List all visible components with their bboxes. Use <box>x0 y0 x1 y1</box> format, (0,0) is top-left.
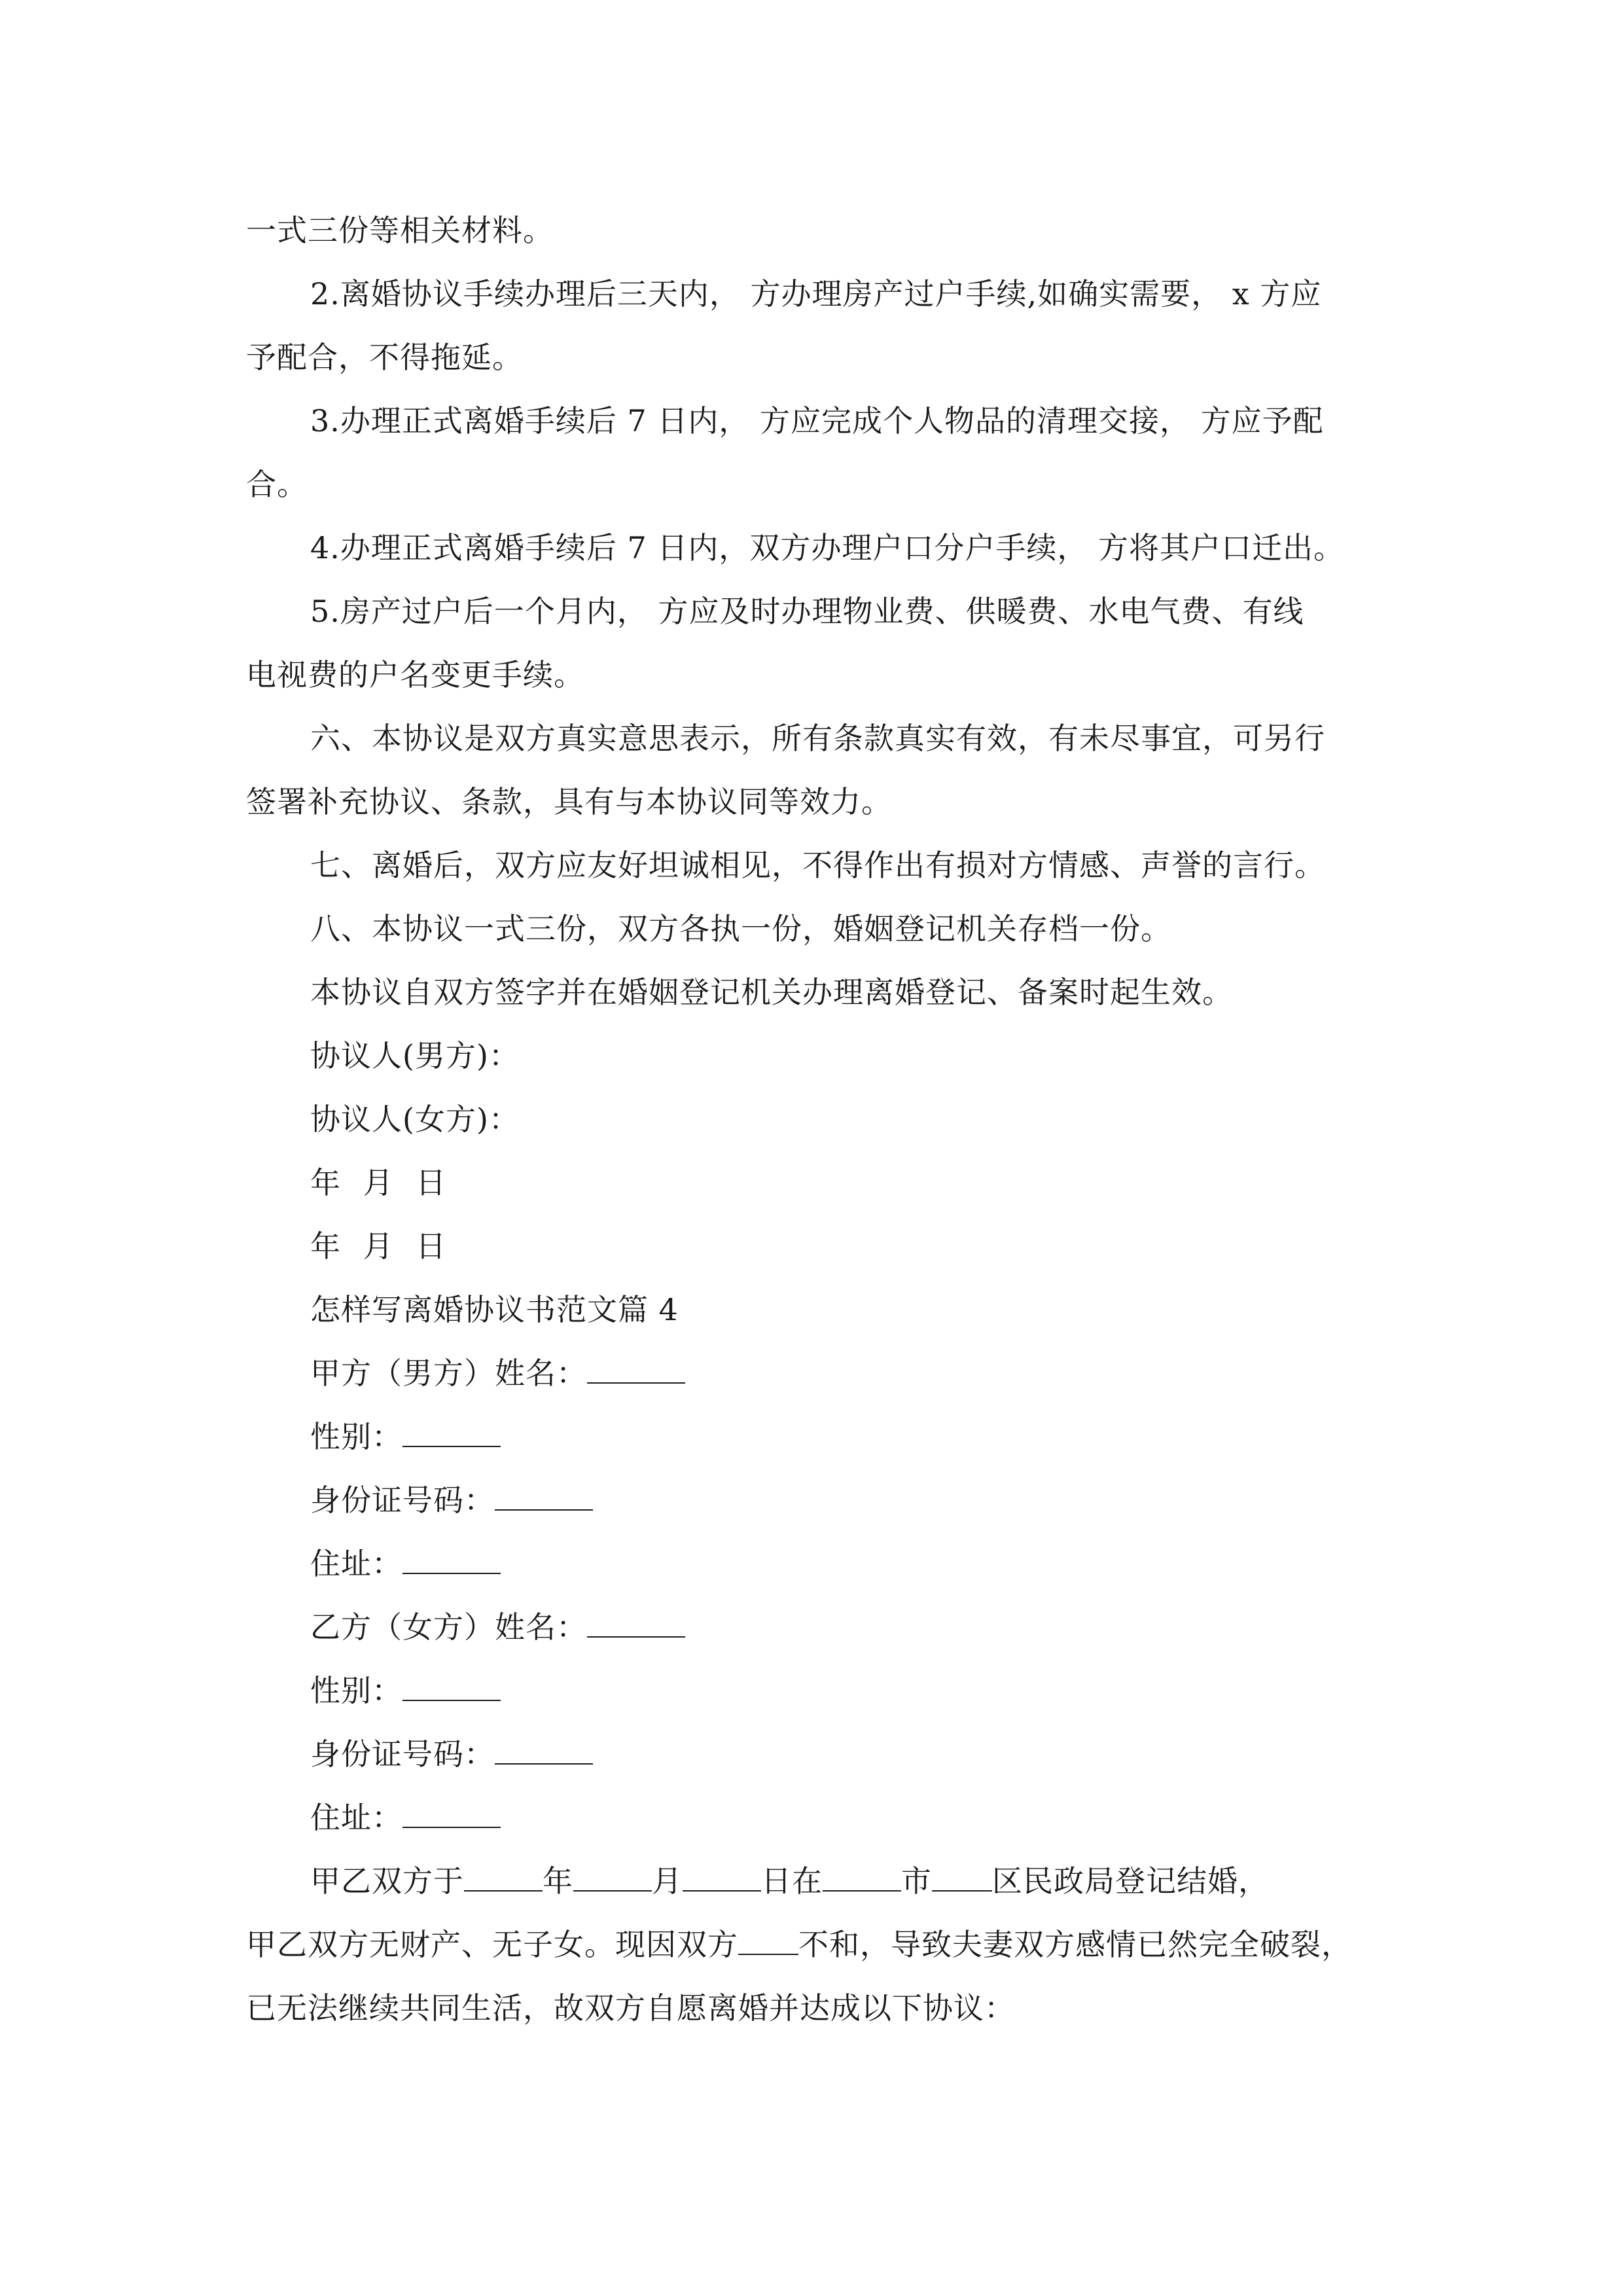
blank-field <box>573 1861 652 1892</box>
blank-field <box>587 1354 685 1384</box>
paragraph-line: 4.办理正式离婚手续后 7 日内，双方办理户口分户手续， 方将其户口迁出。 <box>310 530 1345 565</box>
text-segment: 甲乙双方无财产、无子女。现因双方 <box>246 1927 738 1962</box>
blank-field <box>402 1544 501 1574</box>
paragraph-line: 电视费的户名变更手续。 <box>246 657 584 692</box>
marriage-registration-line <box>310 1861 1269 1901</box>
text-segment: 不和，导致夫妻双方感情已然完全破裂， <box>798 1927 1352 1962</box>
blank-field <box>495 1734 593 1765</box>
wife-address-row <box>310 1798 501 1837</box>
paragraph-line: 签署补充协议、条款，具有与本协议同等效力。 <box>246 784 892 819</box>
paragraph-line: 2.离婚协议手续办理后三天内， 方办理房产过户手续,如确实需要， x 方应 <box>310 276 1322 312</box>
field-label: 甲方（男方）姓名： <box>310 1355 587 1391</box>
paragraph-line: 3.办理正式离婚手续后 7 日内， 方应完成个人物品的清理交接， 方应予配 <box>310 403 1324 439</box>
blank-field <box>587 1607 685 1638</box>
wife-id-row <box>310 1734 593 1774</box>
field-label: 乙方（女方）姓名： <box>310 1609 587 1645</box>
paragraph-line: 七、离婚后，双方应友好坦诚相见，不得作出有损对方情感、声誉的言行。 <box>310 848 1325 883</box>
date-line: 年 月 日 <box>310 1165 447 1200</box>
section-heading: 怎样写离婚协议书范文篇 4 <box>310 1292 679 1327</box>
blank-field <box>464 1861 543 1892</box>
paragraph-line: 一式三份等相关材料。 <box>246 213 554 248</box>
field-label: 性别： <box>310 1419 402 1454</box>
text-segment: 日在 <box>761 1863 823 1899</box>
blank-field <box>495 1480 593 1511</box>
blank-field <box>683 1861 761 1892</box>
text-segment: 甲乙双方于 <box>310 1863 464 1899</box>
paragraph-line: 六、本协议是双方真实意思表示，所有条款真实有效，有未尽事宜，可另行 <box>310 721 1325 756</box>
text-segment: 市 <box>901 1863 932 1899</box>
blank-field <box>823 1861 901 1892</box>
paragraph-line: 合。 <box>246 467 308 502</box>
field-label: 身份证号码： <box>310 1736 495 1772</box>
signature-husband-label: 协议人(男方)： <box>310 1038 520 1073</box>
husband-id-row <box>310 1480 593 1520</box>
blank-field <box>738 1925 798 1955</box>
paragraph-line: 已无法继续共同生活，故双方自愿离婚并达成以下协议： <box>246 1990 1015 2026</box>
wife-gender-row <box>310 1671 501 1710</box>
paragraph-line: 5.房产过户后一个月内， 方应及时办理物业费、供暖费、水电气费、有线 <box>310 594 1304 629</box>
field-label: 性别： <box>310 1673 402 1708</box>
field-label: 身份证号码： <box>310 1482 495 1518</box>
field-label: 住址： <box>310 1546 402 1581</box>
blank-field <box>932 1861 992 1892</box>
blank-field <box>402 1671 501 1701</box>
text-segment: 区民政局登记结婚， <box>992 1863 1269 1899</box>
signature-wife-label: 协议人(女方)： <box>310 1102 520 1137</box>
text-segment: 月 <box>652 1863 683 1899</box>
blank-field <box>402 1798 501 1828</box>
husband-address-row <box>310 1544 501 1583</box>
paragraph-line: 予配合，不得拖延。 <box>246 340 523 375</box>
husband-gender-row <box>310 1417 501 1456</box>
text-segment: 年 <box>543 1863 573 1899</box>
blank-field <box>402 1417 501 1447</box>
paragraph-line: 八、本协议一式三份，双方各执一份，婚姻登记机关存档一份。 <box>310 911 1171 946</box>
divorce-reason-line <box>246 1925 1352 1964</box>
wife-name-row <box>310 1607 685 1647</box>
field-label: 住址： <box>310 1800 402 1835</box>
paragraph-line: 本协议自双方签字并在婚姻登记机关办理离婚登记、备案时起生效。 <box>310 975 1233 1010</box>
date-line: 年 月 日 <box>310 1229 447 1264</box>
husband-name-row <box>310 1354 685 1393</box>
